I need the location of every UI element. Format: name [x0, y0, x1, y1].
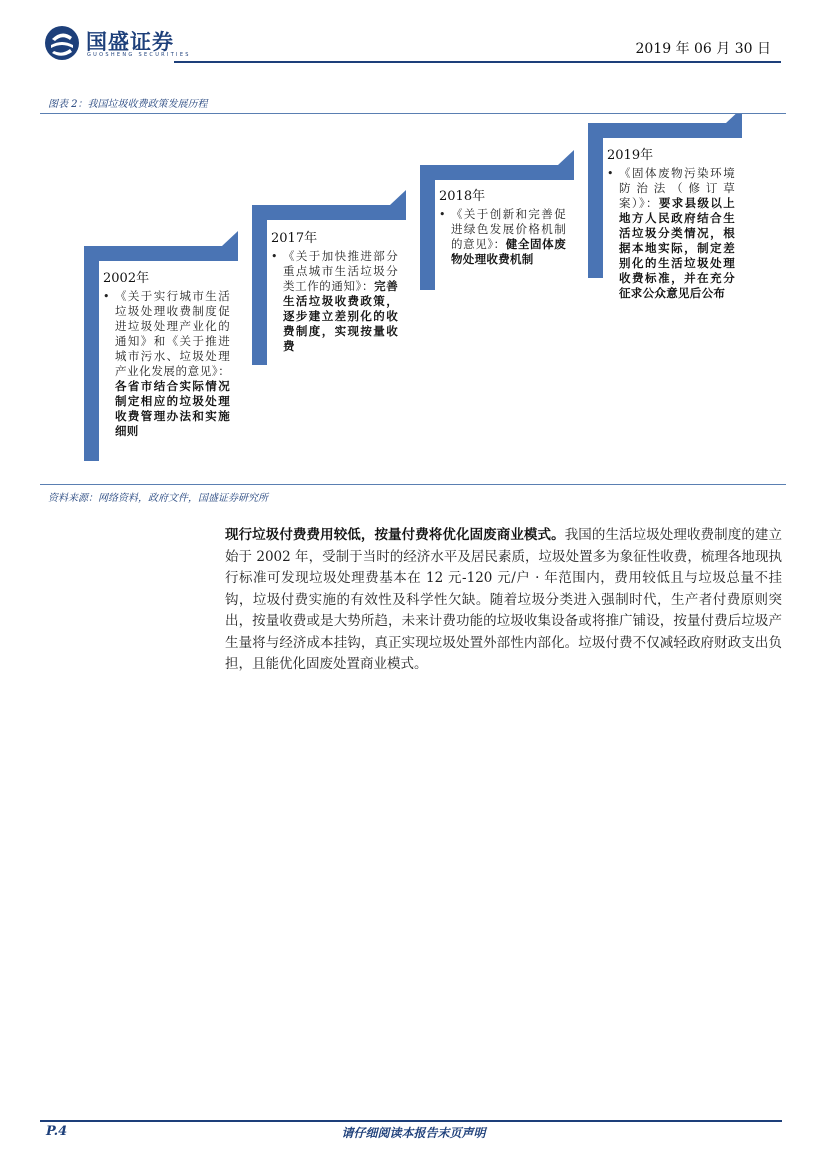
footer-divider — [40, 1120, 782, 1122]
step-year: 2017年 — [271, 231, 318, 246]
report-date: 2019 年 06 月 30 日 — [635, 41, 771, 57]
step-2002 — [103, 267, 230, 439]
step-2017 — [271, 227, 398, 354]
step-3-bar — [420, 165, 574, 180]
header-divider — [174, 61, 781, 63]
bullet-icon: • — [607, 167, 614, 180]
step-year: 2018年 — [439, 189, 486, 204]
logo-subtext: GUOSHENG SECURITIES — [87, 52, 191, 58]
step-text: 《关于创新和完善促进绿色发展价格机制的意见》： — [451, 207, 566, 251]
step-1-corner — [222, 231, 238, 246]
step-2-riser — [252, 220, 267, 365]
policy-staircase — [40, 114, 786, 484]
step-4-corner — [726, 114, 742, 123]
paragraph-lead: 现行垃圾付费费用较低，按量付费将优化固废商业模式。 — [225, 527, 565, 543]
figure-caption: 图表 2：我国垃圾收费政策发展历程 — [48, 99, 208, 110]
step-text: 《关于实行城市生活垃圾处理收费制度促进垃圾处理产业化的通知》和《关于推进城市污水、垃圾处理产业化发展的意见》： — [115, 289, 230, 378]
step-2-bar — [252, 205, 406, 220]
figure-source: 资料来源：网络资料，政府文件，国盛证券研究所 — [48, 493, 268, 504]
guosheng-logo-icon — [44, 25, 80, 61]
step-year: 2019年 — [607, 148, 654, 163]
step-bold-text: 各省市结合实际情况制定相应的垃圾处理收费管理办法和实施细则 — [115, 379, 230, 438]
step-2-corner — [390, 190, 406, 205]
bullet-icon: • — [271, 250, 278, 263]
step-bold-text: 健全固体废物处理收费机制 — [451, 237, 567, 266]
step-year: 2002年 — [103, 271, 150, 286]
paragraph-text: 我国的生活垃圾处理收费制度的建立始于 2002 年，受制于当时的经济水平及居民素质，垃圾处置多为象征性收费，梳理各地现执行标准可发现垃圾处理费基本在 12 元-120 元/户 · 年范围内，费用较低且与垃圾总量不挂钩，垃圾付费实施的有效性及科学性欠缺。随着垃圾分类进入强制时代，生产者付费原则突出，按量收费或是大势所趋，未来计费功能的垃圾收集设备或将推广铺设，按量付费后垃圾产生量将与经济成本挂钩，真正实现垃圾处置外部性内部化。垃圾付费不仅减轻政府财政支出负担，且能优化固废处置商业模式。 — [225, 527, 782, 672]
step-1-riser — [84, 261, 99, 461]
step-2018 — [439, 185, 566, 267]
step-text: 《固体废物污染环境防治法（修订草案）》： — [619, 166, 735, 210]
figure-bottom-rule — [40, 484, 786, 485]
step-bold-text: 完善生活垃圾收费政策，逐步建立差别化的收费制度，实现按量收费 — [283, 279, 398, 353]
body-paragraph — [225, 525, 782, 676]
step-3-riser — [420, 180, 435, 290]
step-bold-text: 要求县级以上地方人民政府结合生活垃圾分类情况，根据本地实际，制定差别化的生活垃圾处理收费标准，并在充分征求公众意见后公布 — [619, 196, 735, 300]
step-2019 — [607, 144, 735, 301]
bullet-icon: • — [103, 290, 110, 303]
step-4-riser — [588, 138, 603, 278]
step-4-bar — [588, 123, 742, 138]
footer-disclaimer: 请仔细阅读本报告末页声明 — [341, 1126, 486, 1140]
page-number: P.4 — [46, 1124, 68, 1139]
bullet-icon: • — [439, 208, 446, 221]
step-text: 《关于加快推进部分重点城市生活垃圾分类工作的通知》： — [283, 249, 398, 293]
step-3-corner — [558, 150, 574, 165]
step-1-bar — [84, 246, 238, 261]
logo-text: 国盛证券 — [86, 30, 174, 54]
